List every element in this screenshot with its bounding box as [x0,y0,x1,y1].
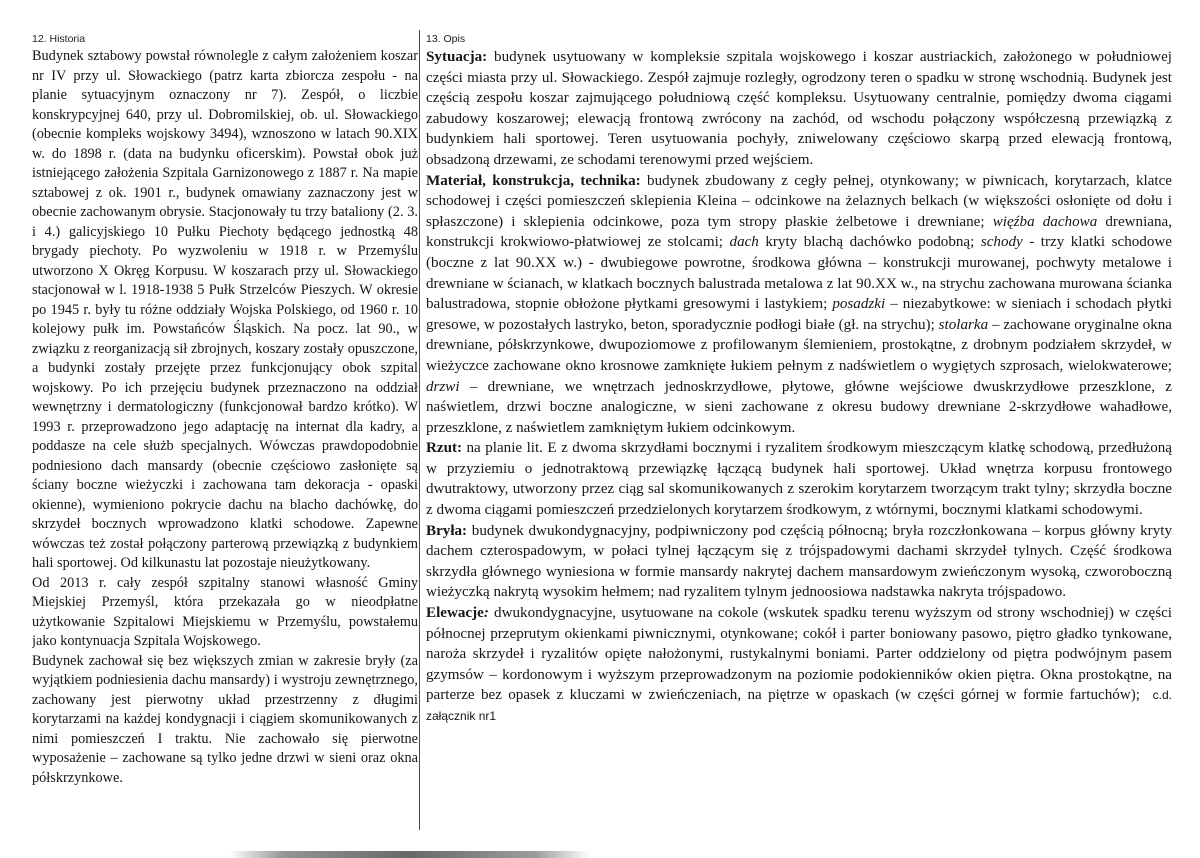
plan-heading: Rzut: [426,440,463,457]
material-text-3: kryty blachą dachówko podobną; [758,234,981,251]
material-term-joinery: stolarka [938,316,989,333]
material-paragraph [426,171,1172,439]
material-term-stairs: schody [980,234,1023,251]
continuation-note: c.d. załącznik nr1 [426,688,1172,723]
material-text-4: - trzy klatki schodowe (boczne z lat 90.XX w.) - dwubiegowe powrotne, środkowa główna – konstrukcji murowanej, pochwyty metalowe i drewniane w ścianach, w klatkach bocznych balustrada metalowa z lat 90.XX w., na strychu zachowana murowana ścianka balustradowa, stopnie obłożone płytkami gresowymi i lastykiem; [426,234,1172,313]
massing-paragraph [426,521,1172,603]
situation-paragraph [426,47,1172,171]
material-text-1: budynek zbudowany z cegły pełnej, otynkowany; w piwnicach, korytarzach, klatce schodowej i części pomieszczeń sklepienia Kleina – odcinkowe na żelaznych belkach (w większości osłonięte od dołu i spłaszczone) i sklepienia odcinkowe, poza tym stropy płaskie żelbetowe i drewniane; [426,172,1172,230]
material-text-2: drewniana, konstrukcji krokwiowo-płatwiowej ze stolcami; [426,213,1172,251]
history-paragraph-1: Budynek sztabowy powstał równolegle z całym założeniem koszar nr IV przy ul. Słowackiego (patrz karta zbiorcza zespołu - na planie sytuacyjnym oznaczony nr 7). Zespół, o liczbie konskrypcyjnej 640, przy ul. Dobromilskiej, ob. ul. Słowackiego (obecnie kompleks wojskowy 3494), wznoszono w latach 90.XIX w. do 1898 r. (data na budynku oficerskim). Powstał obok już istniejącego założenia Szpitala Garnizonowego z 1887 r. Na mapie sztabowej z ok. 1901 r., budynek omawiany zaznaczony jest w obecnie zachowanym obrysie. Stacjonowały tu trzy bataliony (2. 3. i 4.) galicyjskiego 10 Pułku Piechoty będącego jednostką 48 brygady piechoty. Po wyzwoleniu w 1918 r. w Przemyślu utworzono X Okręg Korpusu. W koszarach przy ul. Słowackiego stacjonował w l. 1918-1938 5 Pułk Strzelców Pieszych. W okresie po 1945 r. były tu różne oddziały Wojska Polskiego, od 1960 r. 10 kolejowy pułk im. Powstańców Śląskich. Na pocz. lat 90., w związku z reorganizacją sił zbrojnych, koszary zostały opuszczone, a budynki zostały przejęte przez funkcjonujący obok szpital wojskowy. Po ich przejęciu budynek przeznaczono na oddział wewnętrzny i dermatologiczny (funkcjonował bardzo krótko). W 1993 r. przeprowadzono jego adaptację na internat dla kadry, a poddasze na cele służb specjalnych. Wówczas prawdopodobnie podniesiono dach mansardy (obecnie częściowo zasłonięte są ściany boczne wieżyczki i zachowana tam dekoracja - opaski okienne), wymieniono pokrycie dachu na blacho dachówkę, do skrzydeł bocznych wprowadzono klatki schodowe. Zapewne wówczas też został połączony parterową przewiązką z budynkiem hali sportowej. Od kilkunastu lat pozostaje nieużytkowany. [32,48,418,571]
history-section-label: 12. Historia [32,33,86,45]
history-column [32,32,418,832]
material-term-floors: posadzki [832,296,886,313]
massing-text: budynek dwukondygnacyjny, podpiwniczony pod częścią północną; bryła rozczłonkowana – korpus główny kryty dachem czterospadowym, w połaci tylnej łączącym się z trójspadowymi dachami skrzydeł tylnych. Część środkowa skrzydła głównego wyniesiona w formie mansardy nakrytej dachem mansardowym zwieńczonym wysoką, czworoboczną wieżyczką nakrytą wysokim hełmem; nad ryzalitem tylnym jednoosiowa nadstawka nakryta trójspadowo. [426,522,1172,601]
description-section-label: 13. Opis [426,33,466,45]
plan-paragraph [426,438,1172,520]
plan-text: na planie lit. E z dwoma skrzydłami bocznymi i ryzalitem środkowym mieszczącym klatkę schodową, przedłużoną w przyziemiu o jednotraktową przewiązkę łączącą budynek hali sportowej. Układ wnętrza korpusu frontowego dwutraktowy, utworzony przez ciąg sal skomunikowanych z szerokim korytarzem tworzącym trakt tylny; skrzydła boczne z dwoma ciągami pomieszczeń przedzielonych korytarzem środkowym, z wtórnymi, bocznymi klatkami schodowymi. [426,440,1172,519]
massing-heading: Bryła: [426,522,468,539]
column-divider [419,30,420,830]
material-term-roof-truss: więźba dachowa [992,213,1098,230]
history-paragraph-2: Od 2013 r. cały zespół szpitalny stanowi własność Gminy Miejskiej Przemyśl, która przekazała go w nieodpłatne użytkowanie Szpitalowi Miejskiemu w Przemyślu, powstałemu jako kontynuacja Szpitala Wojskowego. [32,574,418,649]
elevations-heading: Elewacje [426,605,484,622]
material-term-roof: dach [729,234,759,251]
elevations-heading-colon: : [483,605,489,622]
material-text-6: – zachowane oryginalne okna drewniane, półskrzynkowe, dwupoziomowe z profilowanym ślemieniem, prostokątne, z drobnym podziałem skrzydeł, w wieżyczce zachowane okno krosnowe zamknięte łukiem pełnym z nadświetlem o wygiętych szprosach, wielokwaterowe; [426,316,1172,374]
history-paragraph-3: Budynek zachował się bez większych zmian w zakresie bryły (za wyjątkiem podniesienia dachu mansardy) i wystroju zewnętrznego, zachowany jest pierwotny układ przestrzenny z długimi korytarzami na każdej kondygnacji i ciągiem skomunikowanych z nimi pomieszczeń I traktu. Nie zachowało się pierwotne wyposażenie – zachowane są tylko jedne drzwi w sieni oraz okna półskrzynkowe. [32,652,418,786]
material-text-7: – drewniane, we wnętrzach jednoskrzydłowe, płytowe, główne wejściowe dwuskrzydłowe przeszklone, z naświetlem, drzwi boczne analogiczne, w sieni zachowane z okresu budowy drewniane 2-skrzydłowe wahadłowe, przeszklone, z naświetlem zamkniętym łukiem odcinkowym. [426,378,1172,436]
material-term-doors: drzwi [426,378,460,395]
elevations-text: dwukondygnacyjne, usytuowane na cokole (wskutek spadku terenu wyższym od strony wschodniej) w części północnej przeprutym okienkami piwnicznymi, otynkowane; cokół i parter boniowany pasowo, piętro gładko tynkowane, naroża skrzydeł i ryzalitów opięte nałożonymi, rustykalnymi boniami. Parter oddzielony od piętra podwójnym pasem gzymsów – kordonowym i wyższym przeprowadzonym na poziomie podokienników okien piętra. Okna prostokątne, na parterze bez opasek z kluczami w zwieńczeniach, na piętrze w opaskach (w części górnej w formie fartuchów); [426,605,1172,704]
material-text-5: – niezabytkowe: w sieniach i schodach płytki gresowe, w pozostałych lastryko, beton, sporadycznie podłogi białe (gł. na strychu); [426,296,1172,333]
scan-edge-shadow [230,851,590,858]
situation-heading: Sytuacja: [426,49,488,65]
material-heading: Materiał, konstrukcja, technika: [426,172,641,189]
description-column [426,32,1172,832]
elevations-paragraph [426,603,1172,727]
situation-text: budynek usytuowany w kompleksie szpitala wojskowego i koszar austriackich, założonego w południowej części miasta przy ul. Słowackiego. Zespół zajmuje rozległy, ogrodzony teren o spadku w stronę wschodnią. Budynek jest częścią zespołu koszar zajmującego południową część kompleksu. Usytuowany centralnie, pomiędzy dwoma ciągami zabudowy koszarowej; elewacją frontową zwrócony na zachód, od wschodu połączony współczesną przewiązką z budynkiem hali sportowej. Teren usytuowania pochyły, zniwelowany częściowo skarpą przed elewacją frontową, obsadzoną drzewami, ze schodami terenowymi przed wejściem. [426,49,1172,168]
